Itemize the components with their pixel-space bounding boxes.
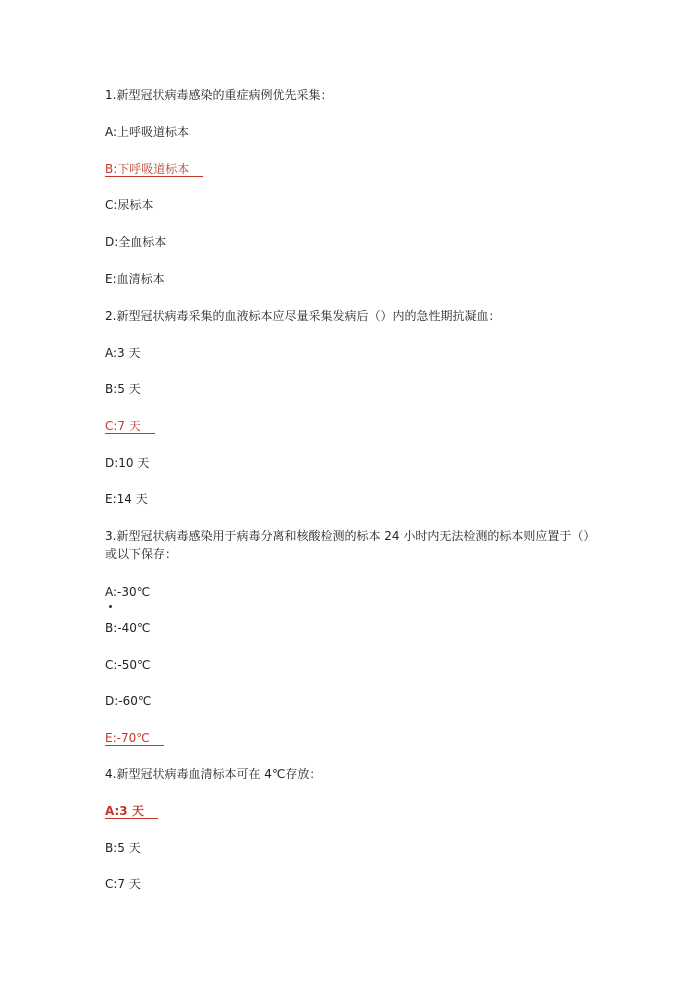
question-1-option-d: D:全血标本 xyxy=(105,235,167,249)
question-3-option-c: C:-50℃ xyxy=(105,658,151,672)
question-2-stem: 2.新型冠状病毒采集的血液标本应尽量采集发病后（）内的急性期抗凝血： xyxy=(105,309,501,323)
question-1-option-b-answer xyxy=(105,161,203,177)
question-2-option-a: A:3 天 xyxy=(105,346,141,360)
question-4-option-b: B:5 天 xyxy=(105,841,141,855)
question-3-option-a: A:-30℃ xyxy=(105,585,151,599)
answer-text: C:7 天 xyxy=(105,419,155,434)
question-4-stem: 4.新型冠状病毒血清标本可在 4℃存放： xyxy=(105,767,322,781)
answer-text: E:-70℃ xyxy=(105,731,164,746)
question-1-option-e: E:血清标本 xyxy=(105,272,165,286)
question-2-option-c-answer xyxy=(105,418,155,434)
question-3-stem-line-2: 或以下保存： xyxy=(105,547,178,561)
answer-text: B:下呼吸道标本 xyxy=(105,162,203,177)
question-1-option-c: C:尿标本 xyxy=(105,198,154,212)
question-4-option-a-answer xyxy=(105,803,158,819)
question-1-option-a: A:上呼吸道标本 xyxy=(105,125,190,139)
question-1-stem: 1.新型冠状病毒感染的重症病例优先采集： xyxy=(105,88,333,102)
question-2-option-d: D:10 天 xyxy=(105,456,150,470)
question-3-stem-line-1: 3.新型冠状病毒感染用于病毒分离和核酸检测的标本 24 小时内无法检测的标本则应置于（） xyxy=(105,529,596,543)
answer-text: A:3 天 xyxy=(105,804,158,819)
question-3-option-e-answer xyxy=(105,730,164,746)
question-4-option-c: C:7 天 xyxy=(105,877,141,891)
question-2-option-e: E:14 天 xyxy=(105,492,148,506)
bullet-dot xyxy=(109,605,112,608)
question-3-option-d: D:-60℃ xyxy=(105,694,152,708)
question-3-option-b: B:-40℃ xyxy=(105,621,151,635)
question-2-option-b: B:5 天 xyxy=(105,382,141,396)
